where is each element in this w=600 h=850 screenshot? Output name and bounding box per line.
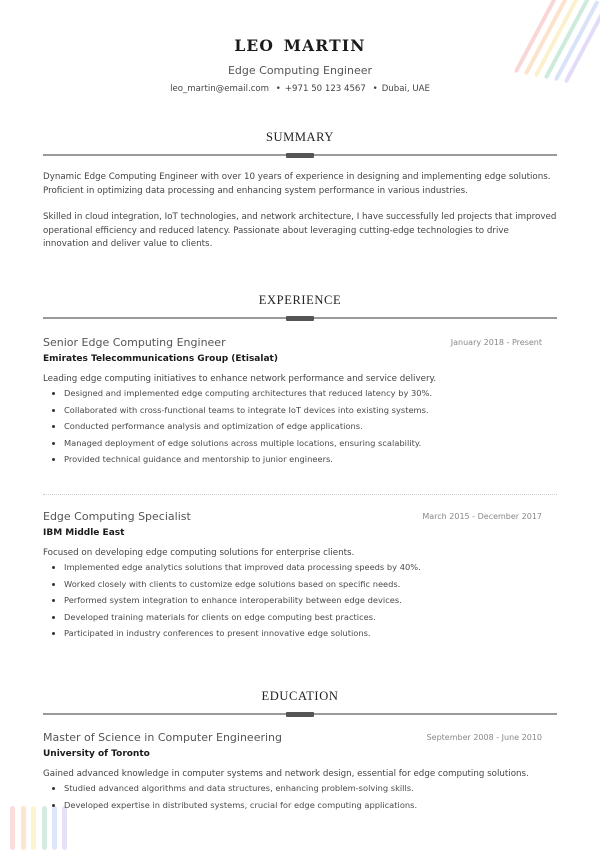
job-description: Leading edge computing initiatives to enhance network performance and service delivery.: [43, 374, 437, 384]
bullet-icon: [52, 442, 55, 445]
section-title: EXPERIENCE: [258, 293, 342, 307]
job-achievements: [43, 559, 542, 642]
list-item: [43, 625, 542, 642]
job-description: Focused on developing edge computing solutions for enterprise clients.: [43, 548, 355, 558]
list-item: [43, 780, 542, 797]
stripe: [10, 806, 15, 850]
bullet-icon: [52, 566, 55, 569]
list-item-text: Collaborated with cross-functional teams to integrate IoT devices into existing systems.: [64, 404, 429, 415]
list-item: [43, 592, 542, 609]
job-achievements: [43, 385, 542, 468]
contact-line: [0, 84, 600, 94]
degree-title: Master of Science in Computer Engineering: [43, 731, 283, 744]
education-dates: September 2008 - June 2010: [426, 733, 542, 742]
bullet-icon: [52, 804, 55, 807]
separator-dot: •: [275, 84, 281, 94]
list-item: [43, 609, 542, 626]
bullet-icon: [52, 616, 55, 619]
list-item: [43, 559, 542, 576]
list-item: [43, 451, 542, 468]
list-item-text: Worked closely with clients to customize edge solutions based on specific needs.: [64, 578, 401, 589]
bullet-icon: [52, 787, 55, 790]
list-item-text: Participated in industry conferences to present innovative edge solutions.: [64, 628, 371, 639]
summary-paragraph: Skilled in cloud integration, IoT technologies, and network architecture, I have successfully led projects that improved operational efficiency and reduced latency. Passionate about leveraging cutting-edge technologies to drive innovation and deliver value to clients.: [43, 212, 557, 249]
job-dates: March 2015 - December 2017: [422, 512, 542, 521]
email-link[interactable]: leo_martin@email.com: [170, 84, 270, 94]
bullet-icon: [52, 458, 55, 461]
stripe: [31, 806, 36, 850]
company-name: IBM Middle East: [43, 528, 125, 538]
separator-dot: •: [372, 84, 378, 94]
education-description: Gained advanced knowledge in computer systems and network design, essential for edge computing solutions.: [43, 769, 529, 779]
list-item-text: Managed deployment of edge solutions across multiple locations, ensuring scalability.: [64, 437, 422, 448]
education-highlights: [43, 780, 542, 813]
experience-entry: [43, 336, 542, 468]
job-title: Edge Computing Specialist: [43, 510, 191, 523]
list-item-text: Designed and implemented edge computing architectures that reduced latency by 30%.: [64, 388, 433, 398]
company-name: Emirates Telecommunications Group (Etisalat): [43, 354, 278, 364]
entry-divider: [43, 494, 557, 495]
job-title: Senior Edge Computing Engineer: [43, 336, 226, 349]
section-header-experience: [43, 293, 557, 323]
list-item-text: Provided technical guidance and mentorship to junior engineers.: [64, 454, 333, 465]
section-divider-accent: [286, 316, 314, 321]
job-dates: January 2018 - Present: [450, 338, 542, 347]
candidate-name: LEO MARTIN: [234, 36, 366, 55]
list-item: [43, 385, 542, 402]
bullet-icon: [52, 583, 55, 586]
stripe: [21, 806, 26, 850]
location: Dubai, UAE: [381, 84, 430, 94]
list-item: [43, 418, 542, 435]
bullet-icon: [52, 425, 55, 428]
section-header-education: [43, 689, 557, 719]
section-divider-accent: [286, 712, 314, 717]
education-entry: [43, 731, 542, 813]
bullet-icon: [52, 632, 55, 635]
list-item-text: Conducted performance analysis and optimization of edge applications.: [64, 421, 363, 432]
list-item: [43, 576, 542, 593]
list-item-text: Performed system integration to enhance interoperability between edge devices.: [64, 595, 402, 606]
section-header-summary: [43, 130, 557, 160]
list-item: [43, 435, 542, 452]
bullet-icon: [52, 392, 55, 395]
experience-entry: [43, 510, 542, 642]
list-item-text: Studied advanced algorithms and data structures, enhancing problem-solving skills.: [64, 783, 414, 793]
list-item-text: Developed expertise in distributed systems, crucial for edge computing applications.: [64, 799, 418, 810]
list-item: [43, 402, 542, 419]
school-name: University of Toronto: [43, 749, 150, 759]
phone-number: +971 50 123 4567: [284, 84, 366, 94]
list-item-text: Developed training materials for clients on edge computing best practices.: [64, 611, 376, 622]
section-title: SUMMARY: [265, 130, 335, 144]
bullet-icon: [52, 409, 55, 412]
bullet-icon: [52, 599, 55, 602]
candidate-title: Edge Computing Engineer: [227, 64, 373, 77]
list-item-text: Implemented edge analytics solutions that improved data processing speeds by 40%.: [64, 562, 421, 572]
section-title: EDUCATION: [261, 689, 339, 703]
section-divider-accent: [286, 153, 314, 158]
summary-paragraph: Dynamic Edge Computing Engineer with over 10 years of experience in designing and implementing edge solutions. Proficient in optimizing data processing and enhancing system performance in various industries.: [43, 172, 551, 196]
list-item: [43, 797, 542, 814]
